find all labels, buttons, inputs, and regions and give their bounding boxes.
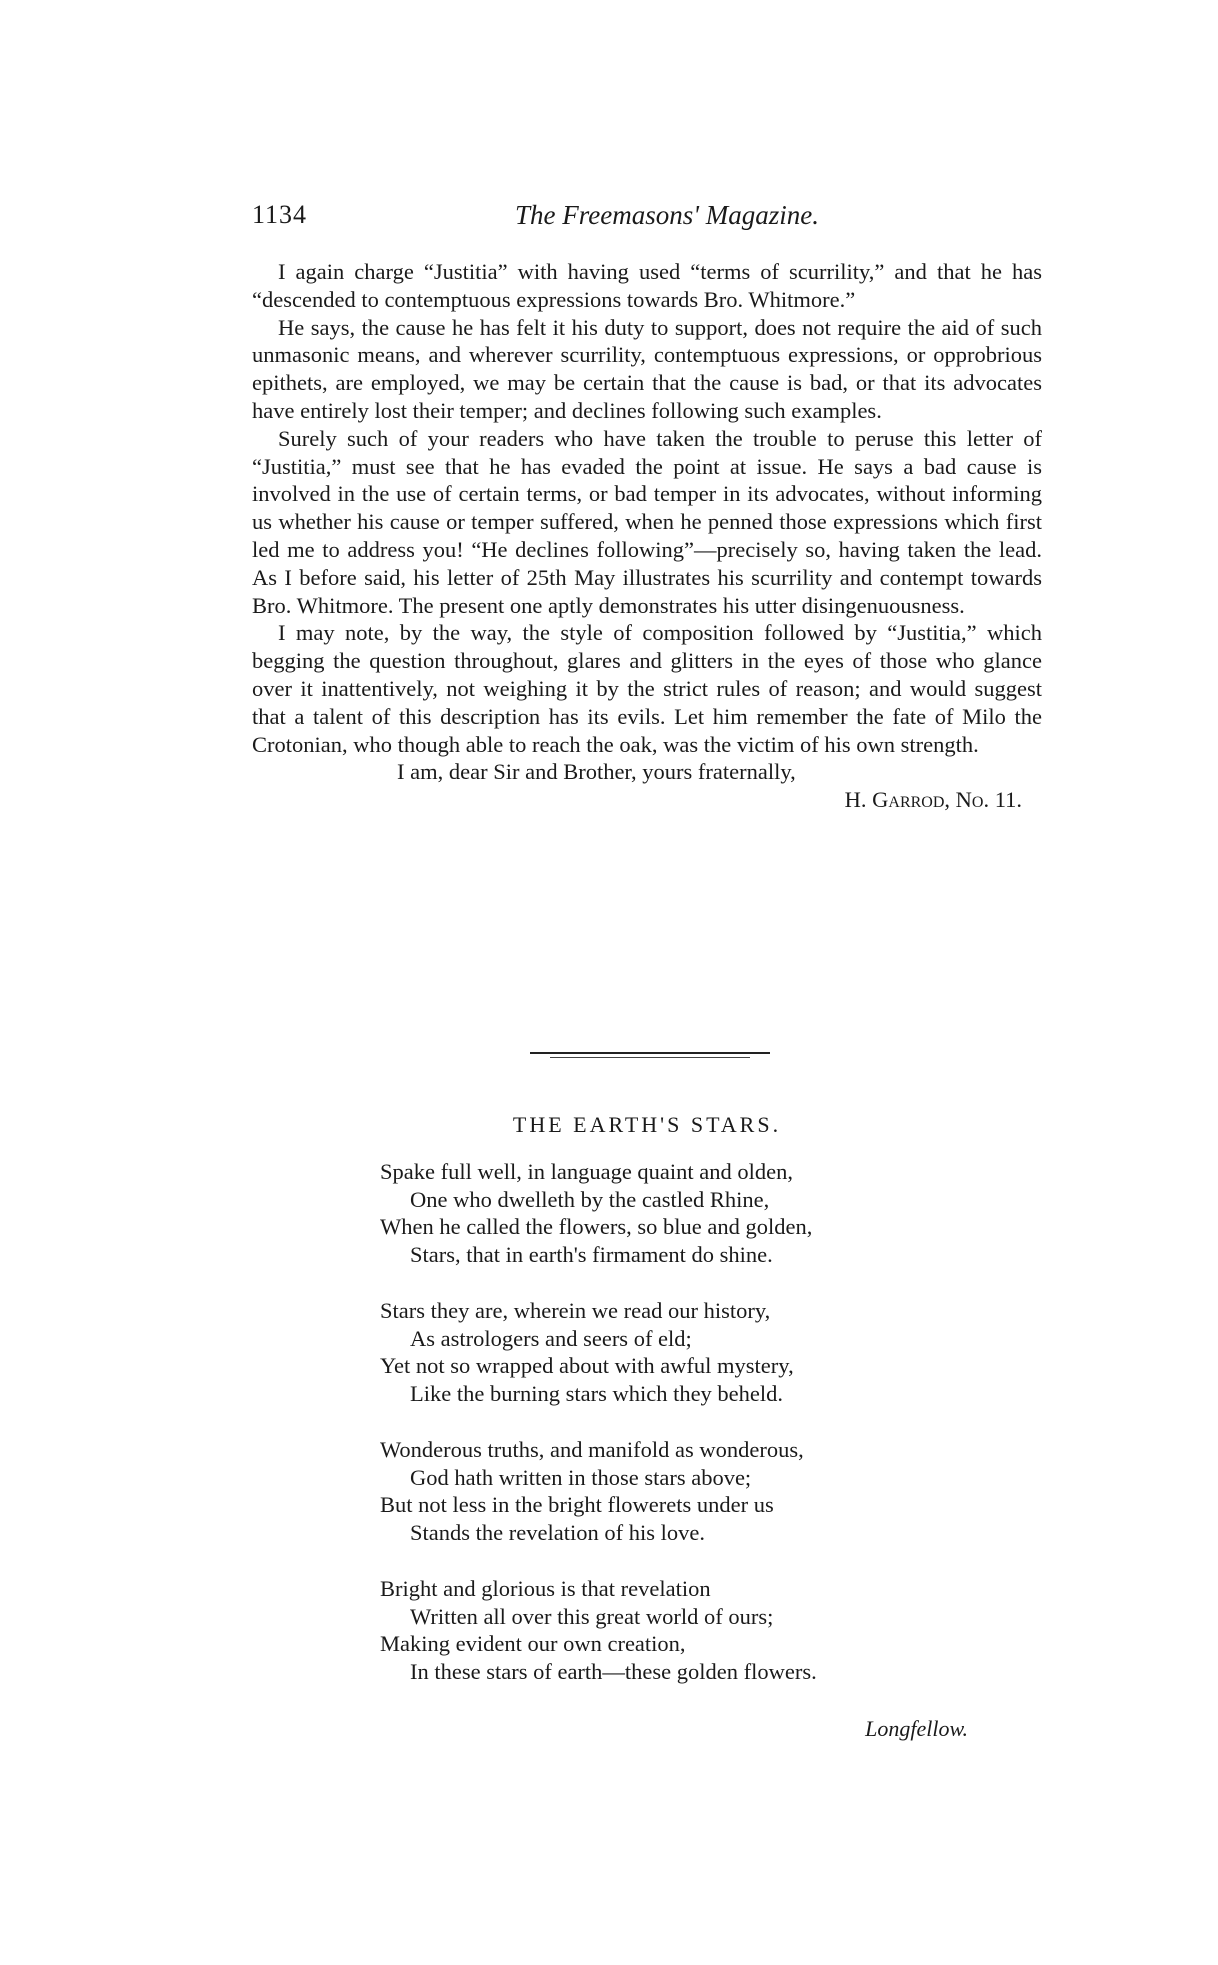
poem-line: In these stars of earth—these golden flowers.: [410, 1658, 817, 1684]
page-header: [252, 200, 1042, 234]
poem-stanza: [380, 1158, 1000, 1268]
poem-line: Stands the revelation of his love.: [410, 1519, 705, 1545]
letter-paragraph: I may note, by the way, the style of composition followed by “Justitia,” which begging the question throughout, glares and glitters in the eyes of those who glance over it inattentively, not weighing it by the strict rules of reason; and would suggest that a talent of this description has its evils. Let him remember the fate of Milo the Crotonian, who though able to reach the oak, was the victim of his own strength.: [252, 620, 1042, 757]
poem-body: [380, 1158, 1000, 1714]
poem-line: As astrologers and seers of eld;: [410, 1325, 692, 1351]
poem-stanza: [380, 1436, 1000, 1546]
running-title: The Freemasons' Magazine.: [515, 200, 819, 230]
letter-signature: H. Garrod, No. 11.: [844, 787, 1022, 813]
poem-line: Written all over this great world of ours;: [410, 1603, 774, 1629]
poem-line: But not less in the bright flowerets under us: [380, 1492, 774, 1517]
letter-paragraph: I again charge “Justitia” with having used “terms of scurrility,” and that he has “descended to contemptuous expressions towards Bro. Whitmore.”: [252, 259, 1042, 312]
letter-paragraph: He says, the cause he has felt it his duty to support, does not require the aid of such unmasonic means, and wherever scurrility, contemptuous expressions, or opprobrious epithets, are employed, we may be certain that the cause is bad, or that its advocates have entirely lost their temper; and declines following such examples.: [252, 314, 1042, 423]
poem-title: THE EARTH'S STARS.: [512, 1112, 782, 1137]
poem-line: Like the burning stars which they beheld.: [410, 1380, 784, 1406]
section-divider: [530, 1052, 770, 1058]
divider-rule: [550, 1057, 750, 1058]
poem-line: Spake full well, in language quaint and olden,: [380, 1159, 794, 1184]
poem-line: Stars they are, wherein we read our history,: [380, 1298, 771, 1323]
poem-line: Bright and glorious is that revelation: [380, 1576, 711, 1601]
poem-attribution: Longfellow.: [865, 1716, 968, 1741]
letter-paragraph: Surely such of your readers who have taken the trouble to peruse this letter of “Justitia,” must see that he has evaded the point at issue. He says a bad cause is involved in the use of certain terms, or bad temper in its advocates, without informing us whether his cause or temper suffered, when he penned those expressions which first led me to address you! “He declines following”—precisely so, having taken the lead. As I before said, his letter of 25th May illustrates his scurrility and contempt towards Bro. Whitmore. The present one aptly demonstrates his utter disingenuousness.: [252, 425, 1042, 618]
page-number: 1134: [252, 200, 308, 229]
letter-body: [252, 258, 1042, 814]
poem-line: One who dwelleth by the castled Rhine,: [410, 1186, 770, 1212]
poem-line: God hath written in those stars above;: [410, 1464, 752, 1490]
poem-line: When he called the flowers, so blue and golden,: [380, 1214, 813, 1239]
poem-stanza: [380, 1297, 1000, 1407]
poem-stanza: [380, 1575, 1000, 1685]
letter-closing: I am, dear Sir and Brother, yours fraternally,: [397, 759, 796, 785]
poem-line: Wonderous truths, and manifold as wonderous,: [380, 1437, 804, 1462]
poem-line: Yet not so wrapped about with awful mystery,: [380, 1353, 794, 1378]
poem-line: Stars, that in earth's firmament do shine.: [410, 1241, 773, 1267]
poem-line: Making evident our own creation,: [380, 1631, 686, 1656]
divider-rule: [530, 1052, 770, 1054]
